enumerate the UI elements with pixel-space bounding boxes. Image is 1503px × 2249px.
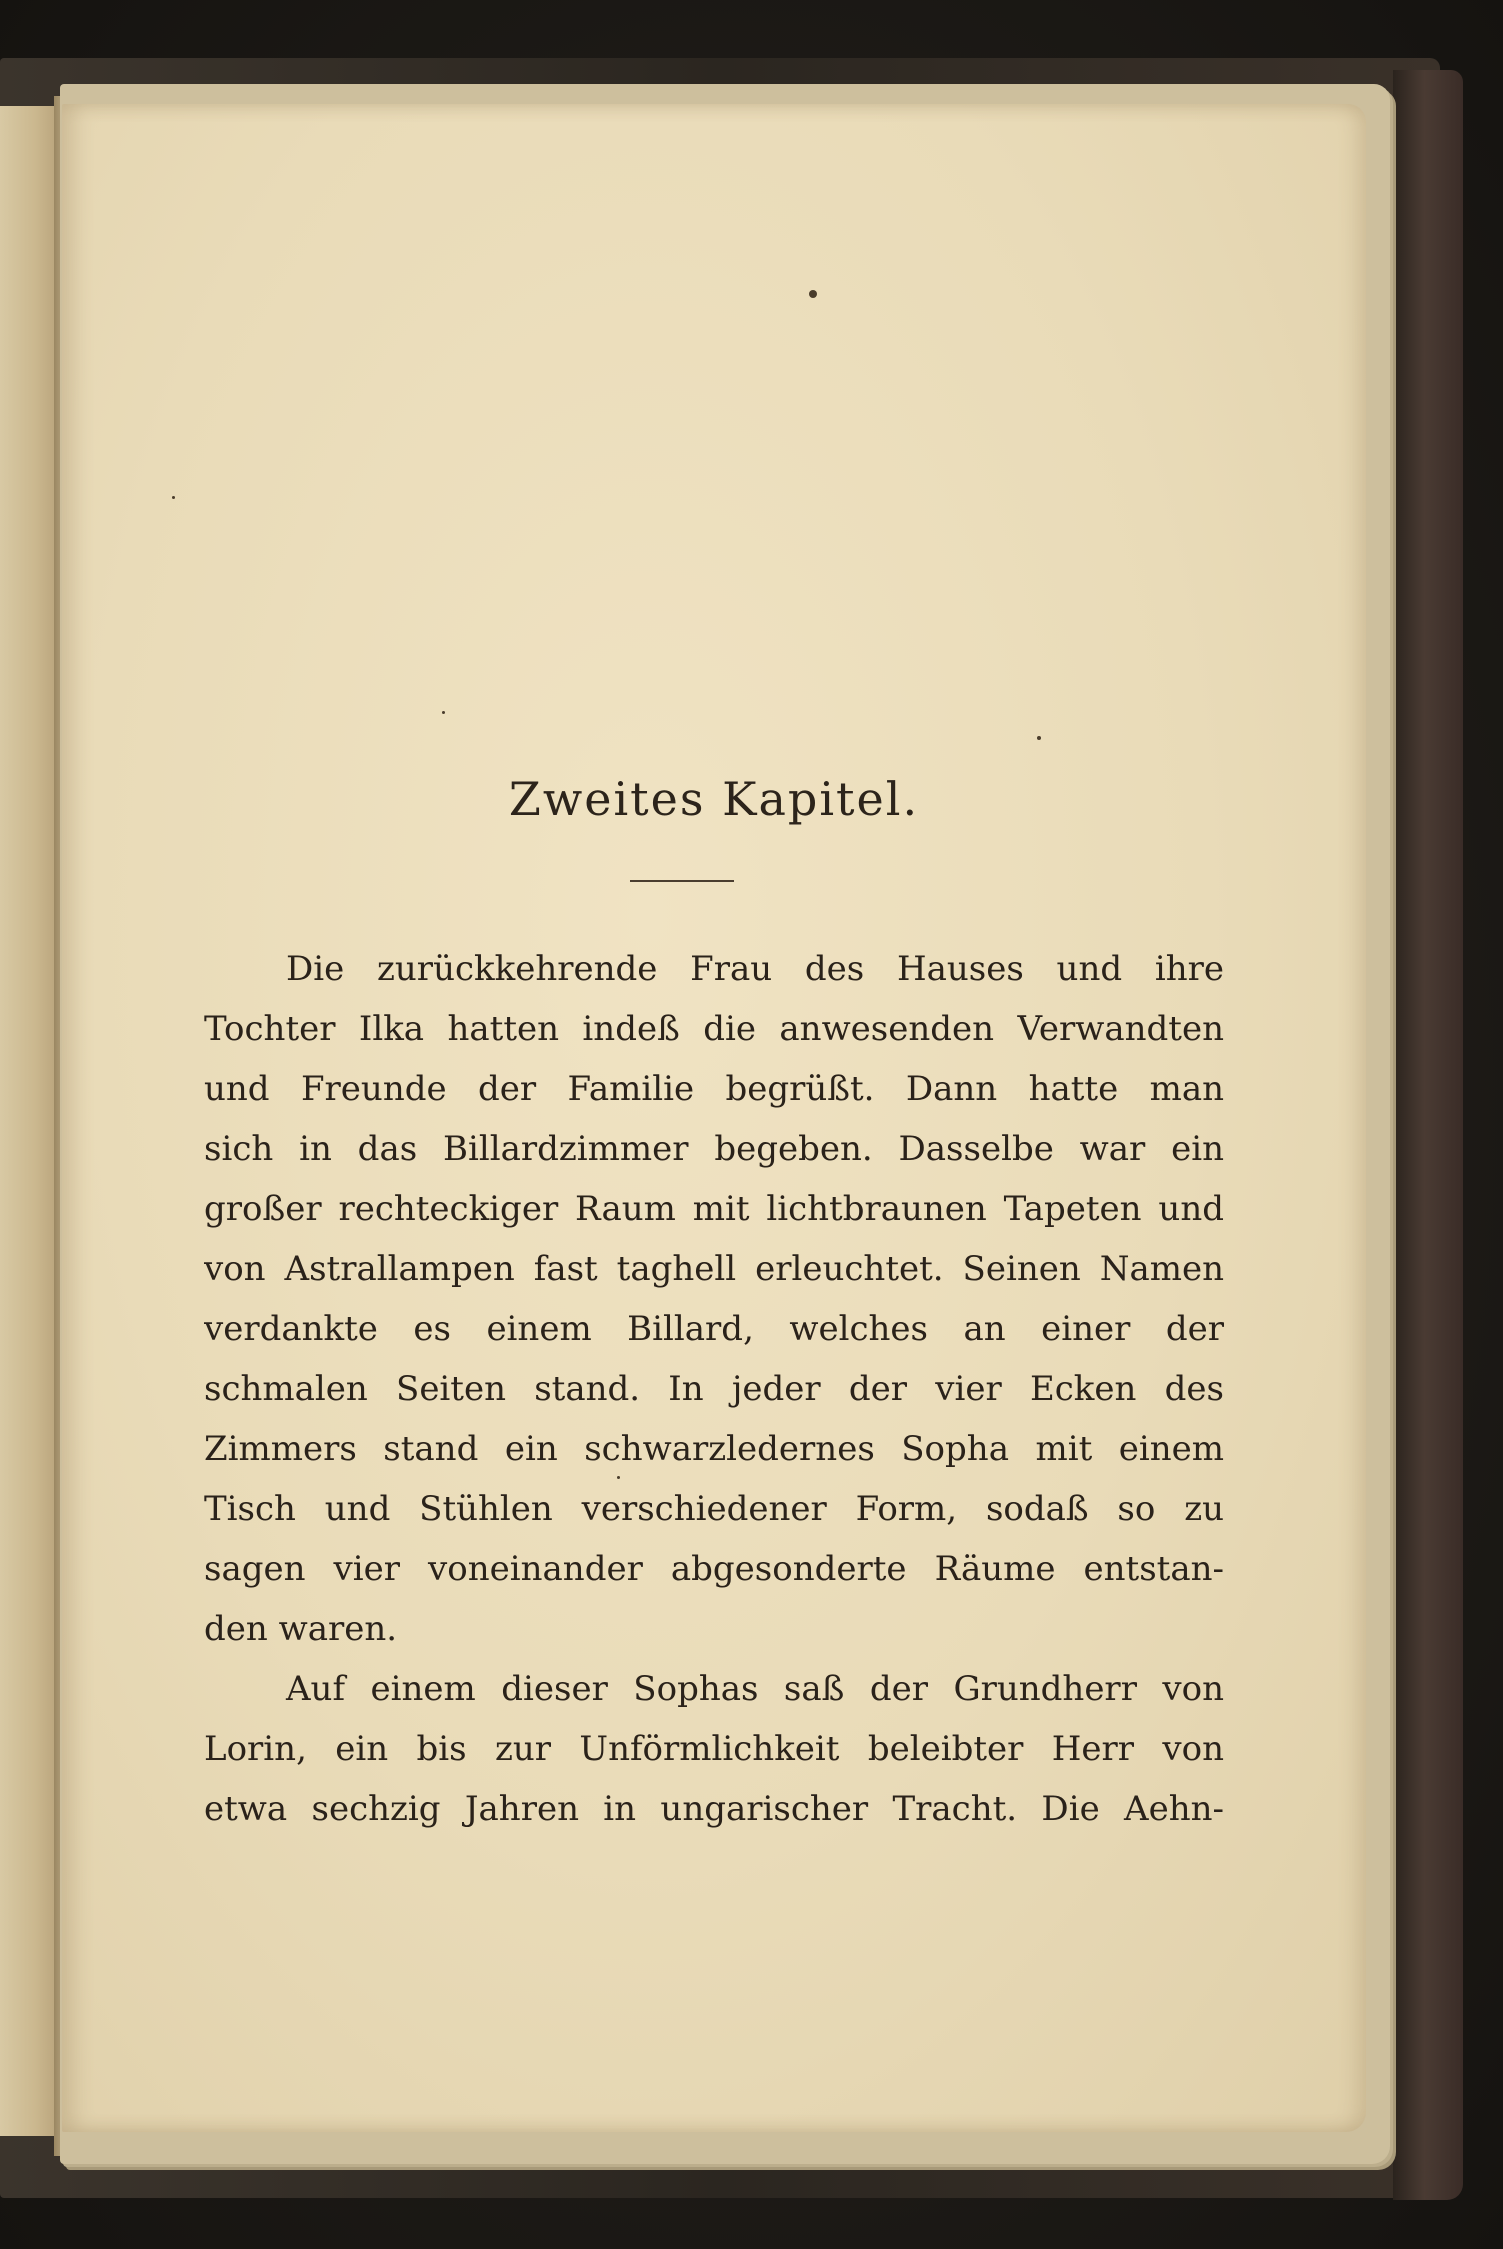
- book-page: [62, 104, 1366, 2132]
- text-line: etwa sechzig Jahren in ungarischer Tracht. Die Aehn-: [204, 1789, 1224, 1829]
- paper-speck: [1037, 736, 1041, 740]
- text-line: sagen vier voneinander abgesonderte Räume entstan-: [204, 1549, 1224, 1589]
- paper-speck: [442, 711, 445, 714]
- text-line: schmalen Seiten stand. In jeder der vier Ecken des: [204, 1369, 1224, 1409]
- chapter-title: Zweites Kapitel.: [508, 772, 920, 826]
- text-line: Die zurückkehrende Frau des Hauses und ihre: [286, 949, 1224, 989]
- paper-speck: [809, 290, 817, 298]
- text-line: von Astrallampen fast taghell erleuchtet. Seinen Namen: [204, 1249, 1224, 1289]
- text-line: Tochter Ilka hatten indeß die anwesenden Verwandten: [204, 1009, 1224, 1049]
- text-line: verdankte es einem Billard, welches an einer der: [204, 1309, 1224, 1349]
- text-line: Zimmers stand ein schwarzledernes Sopha mit einem: [204, 1429, 1224, 1469]
- title-rule: [630, 880, 734, 882]
- text-line: Auf einem dieser Sophas saß der Grundherr von: [286, 1669, 1224, 1709]
- facing-page-edge: [0, 106, 60, 2136]
- text-line: Tisch und Stühlen verschiedener Form, sodaß so zu: [204, 1489, 1224, 1529]
- page-body: [204, 939, 1224, 1839]
- paper-speck: [172, 496, 175, 499]
- text-line: großer rechteckiger Raum mit lichtbraunen Tapeten und: [204, 1189, 1224, 1229]
- text-line: den waren.: [204, 1609, 398, 1649]
- text-line: und Freunde der Familie begrüßt. Dann hatte man: [204, 1069, 1224, 1109]
- text-line: Lorin, ein bis zur Unförmlichkeit beleibter Herr von: [204, 1729, 1224, 1769]
- text-line: sich in das Billardzimmer begeben. Dasselbe war ein: [204, 1129, 1224, 1169]
- book-cover-edge: [1393, 70, 1463, 2200]
